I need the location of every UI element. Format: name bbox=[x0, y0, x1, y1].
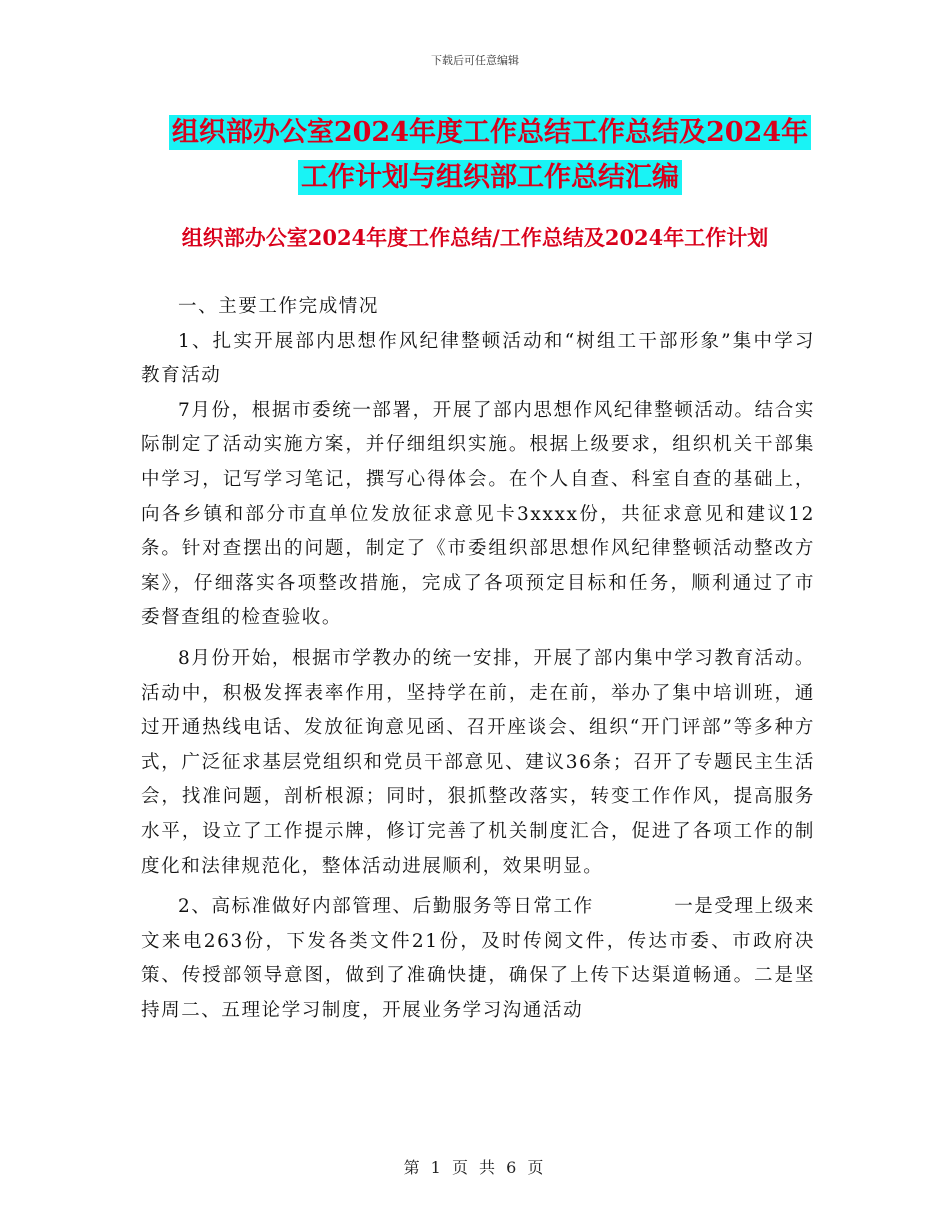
section-title: 组织部办公室2024年度工作总结/工作总结及2024年工作计划 bbox=[181, 225, 769, 250]
paragraph-july: 7月份，根据市委统一部署，开展了部内思想作风纪律整顿活动。结合实际制定了活动实施方案，并仔细组织实施。根据上级要求，组织机关干部集中学习，记写学习笔记，撰写心得体会。在个人自查、科室自查的基础上，向各乡镇和部分市直单位发放征求意见卡3xxxx份，共征求意见和建议12条。针对查摆出的问题，制定了《市委组织部思想作风纪律整顿活动整改方案》，仔细落实各项整改措施，完成了各项预定目标和任务，顺利通过了市委督查组的检查验收。 bbox=[141, 399, 815, 629]
paragraph-august: 8月份开始，根据市学教办的统一安排，开展了部内集中学习教育活动。活动中，积极发挥表率作用，坚持学在前，走在前，举办了集中培训班，通过开通热线电话、发放征询意见函、召开座谈会、组织“开门评部”等多种方式，广泛征求基层党组织和党员干部意见、建议36条；召开了专题民主生活会，找准问题，剖析根源；同时，狠抓整改落实，转变工作作风，提高服务水平，设立了工作提示牌，修订完善了机关制度汇合，促进了各项工作的制度化和法律规范化，整体活动进展顺利，效果明显。 bbox=[141, 647, 815, 877]
heading-main-work: 一、主要工作完成情况 bbox=[178, 296, 380, 317]
document-body bbox=[141, 290, 815, 1028]
paragraph-item-2: 2、高标准做好内部管理、后勤服务等日常工作 一是受理上级来文来电263份，下发各类文件21份，及时传阅文件，传达市委、市政府决策、传授部领导意图，做到了准确快捷，确保了上传下达渠道畅通。二是坚持周二、五理论学习制度，开展业务学习沟通活动 bbox=[141, 896, 815, 1021]
header-note: 下载后可任意编辑 bbox=[431, 54, 519, 67]
paragraph-item-1-heading: 1、扎实开展部内思想作风纪律整顿活动和“树组工干部形象”集中学习教育活动 bbox=[141, 330, 815, 387]
page-number: 第 1 页 共 6 页 bbox=[403, 1158, 547, 1177]
document-title bbox=[140, 110, 840, 200]
document-title-line-1: 组织部办公室2024年度工作总结工作总结及2024年 bbox=[169, 115, 811, 150]
document-title-line-2: 工作计划与组织部工作总结汇编 bbox=[298, 160, 682, 195]
